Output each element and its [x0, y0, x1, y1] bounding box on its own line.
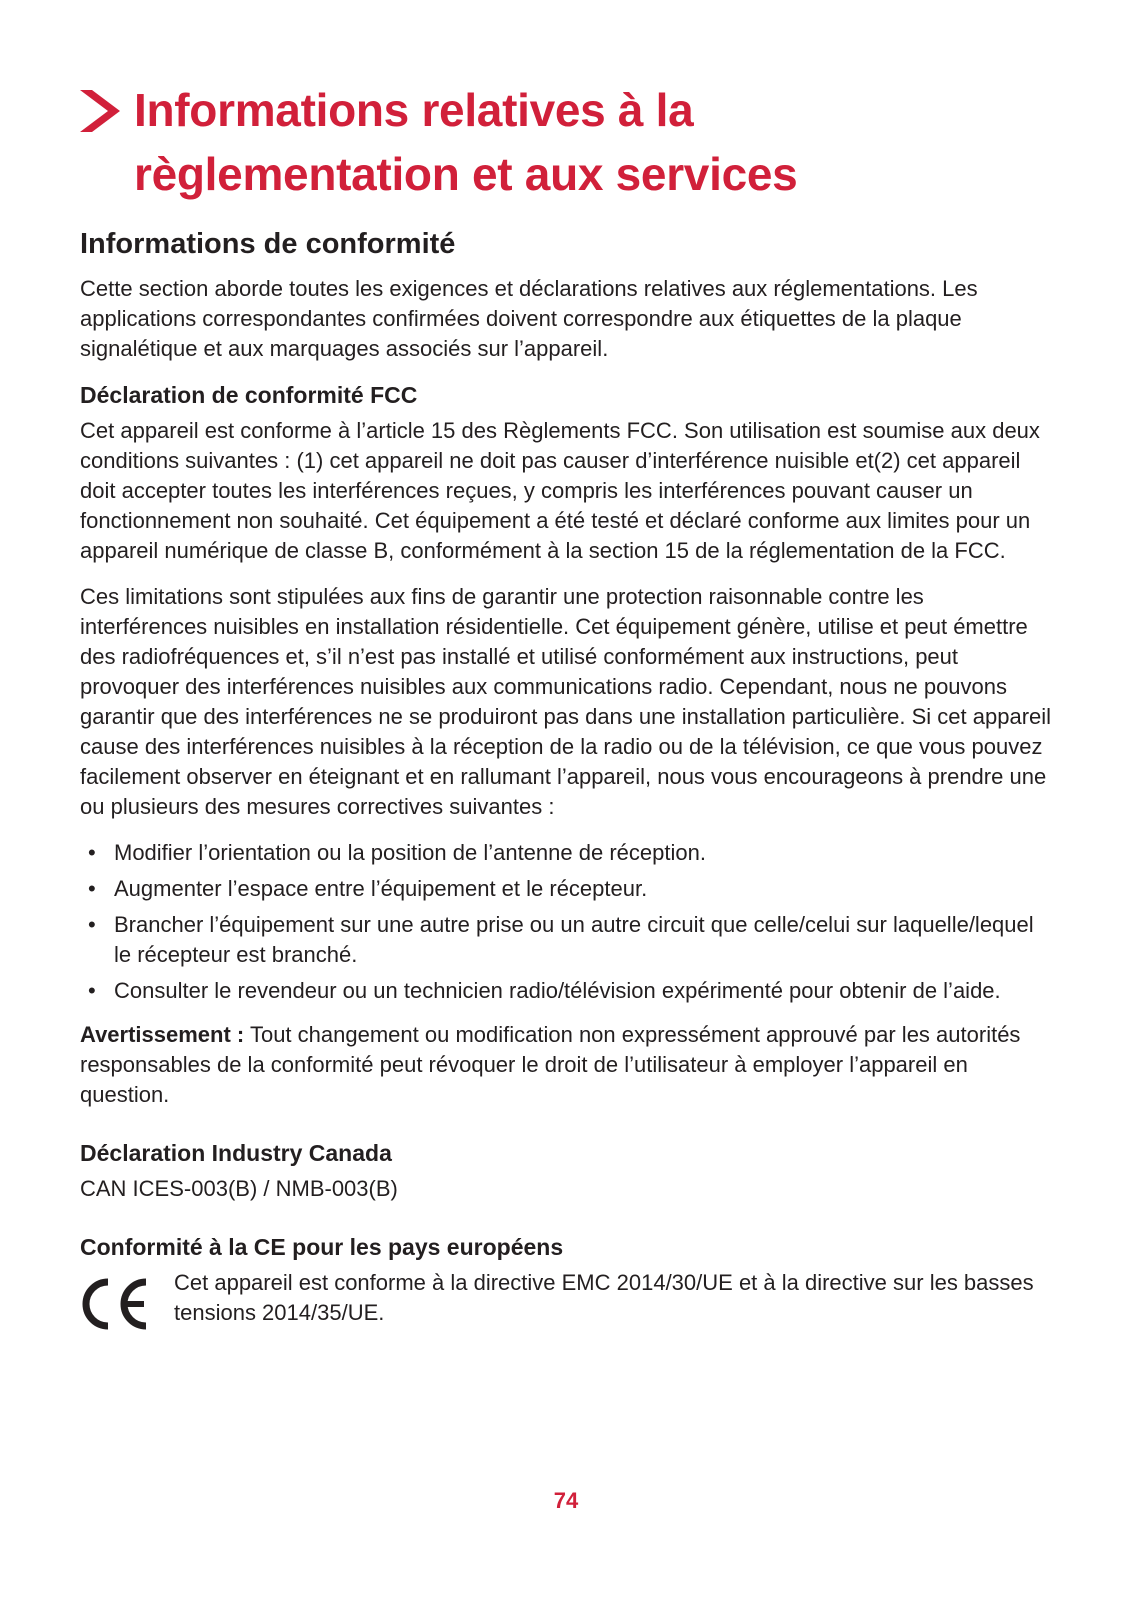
list-item-text: Brancher l’équipement sur une autre prise ou un autre circuit que celle/celui sur laquelle/lequel le récepteur est branché. [114, 912, 1034, 967]
ce-heading: Conformité à la CE pour les pays européens [80, 1234, 564, 1260]
list-item-text: Consulter le revendeur ou un technicien radio/télévision expérimenté pour obtenir de l’aide. [114, 978, 1001, 1003]
list-item [80, 838, 1055, 868]
bullet-icon: • [88, 978, 96, 1003]
fcc-measures-list [80, 838, 1055, 1006]
page-title-line1: Informations relatives à la [134, 84, 694, 136]
page-title [134, 78, 1055, 206]
list-item [80, 910, 1055, 970]
list-item [80, 874, 1055, 904]
warning-label: Avertissement : [80, 1022, 245, 1047]
fcc-paragraph-1: Cet appareil est conforme à l’article 15 des Règlements FCC. Son utilisation est soumise aux deux conditions suivantes : (1) cet appareil ne doit pas causer d’interférence nuisible et(2) cet appareil doit accepter toutes les interférences reçues, y compris les interférences pouvant causer un fonctionnement non souhaité. Cet équipement a été testé et déclaré conforme aux limites pour un appareil numérique de classe B, conformément à la section 15 de la réglementation de la FCC. [80, 418, 1040, 563]
canada-heading: Déclaration Industry Canada [80, 1140, 392, 1166]
bullet-icon: • [88, 876, 96, 901]
fcc-paragraph-2: Ces limitations sont stipulées aux fins de garantir une protection raisonnable contre les interférences nuisibles en installation résidentielle. Cet équipement génère, utilise et peut émettre des radiofréquences et, s’il n’est pas installé et utilisé conformément aux instructions, peut provoquer des interférences nuisibles aux communications radio. Cependant, nous ne pouvons garantir que des interférences ne se produiront pas dans une installation particulière. Si cet appareil cause des interférences nuisibles à la réception de la radio ou de la télévision, ce que vous pouvez facilement observer en éteignant et en rallumant l’appareil, nous vous encourageons à prendre une ou plusieurs des mesures correctives suivantes : [80, 584, 1052, 819]
page-content [80, 78, 1055, 1332]
list-item-text: Modifier l’orientation ou la position de l’antenne de réception. [114, 840, 706, 865]
bullet-icon: • [88, 912, 96, 937]
page-title-line2: règlementation et aux services [134, 148, 798, 200]
list-item [80, 976, 1055, 1006]
page-title-block [80, 78, 1055, 206]
page-number: 74 [553, 1488, 579, 1513]
ce-mark-icon [80, 1276, 152, 1332]
fcc-warning [80, 1020, 1055, 1110]
compliance-heading: Informations de conformité [80, 228, 456, 260]
chevron-right-icon [80, 90, 120, 132]
ce-statement [80, 1268, 1055, 1332]
fcc-heading: Déclaration de conformité FCC [80, 382, 418, 408]
canada-text: CAN ICES-003(B) / NMB-003(B) [80, 1176, 398, 1201]
ce-text: Cet appareil est conforme à la directive EMC 2014/30/UE et à la directive sur les basses tensions 2014/35/UE. [174, 1270, 1034, 1325]
bullet-icon: • [88, 840, 96, 865]
list-item-text: Augmenter l’espace entre l’équipement et le récepteur. [114, 876, 648, 901]
warning-text: Tout changement ou modification non expressément approuvé par les autorités responsables de la conformité peut révoquer le droit de l’utilisateur à employer l’appareil en question. [80, 1022, 1021, 1107]
compliance-intro: Cette section aborde toutes les exigences et déclarations relatives aux réglementations. Les applications correspondantes confirmées doivent correspondre aux étiquettes de la plaque signalétique et aux marquages associés sur l’appareil. [80, 276, 978, 361]
